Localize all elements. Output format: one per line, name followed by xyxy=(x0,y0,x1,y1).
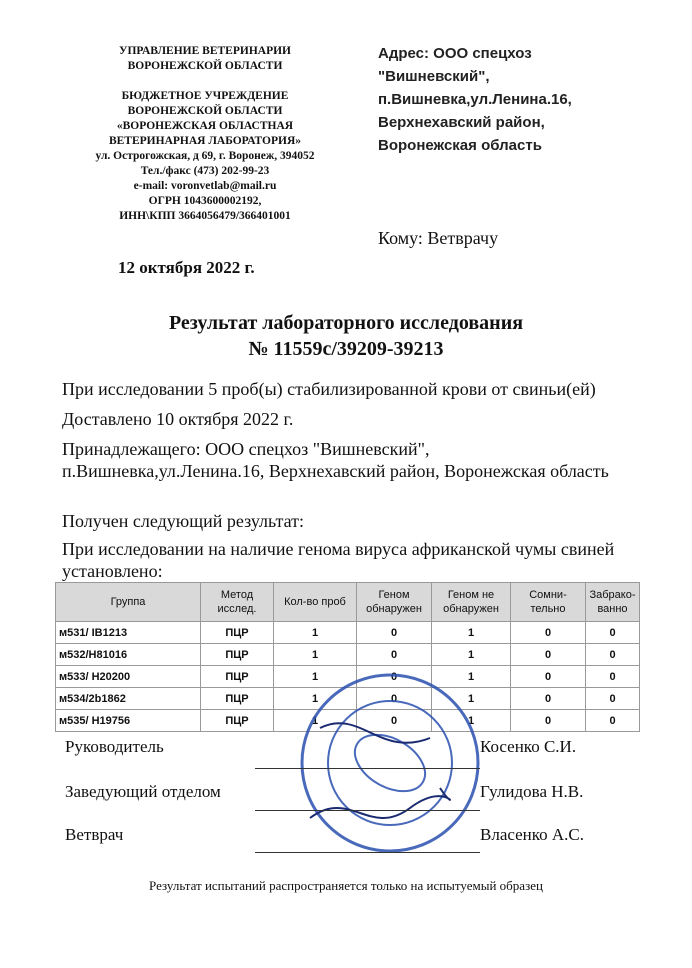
signature-role: Руководитель xyxy=(65,737,164,756)
table-cell: 0 xyxy=(511,710,586,732)
address-line: Адрес: ООО спецхоз xyxy=(378,45,532,62)
col-header: Геном не обнаружен xyxy=(432,583,511,622)
table-cell: 0 xyxy=(511,688,586,710)
table-cell: 0 xyxy=(357,710,432,732)
table-cell: ПЦР xyxy=(201,644,274,666)
address-line: "Вишневский", xyxy=(378,68,490,85)
document-date: 12 октября 2022 г. xyxy=(118,258,255,277)
table-cell: 1 xyxy=(432,710,511,732)
table-cell: 1 xyxy=(432,666,511,688)
table-cell: м532/H81016 xyxy=(56,644,201,666)
header-line: Тел./факс (473) 202-99-23 xyxy=(140,165,270,177)
table-cell: 1 xyxy=(432,644,511,666)
signature-role: Ветврач xyxy=(65,825,124,844)
table-cell: 0 xyxy=(357,688,432,710)
col-header: Сомни-тельно xyxy=(511,583,586,622)
table-cell: 0 xyxy=(511,666,586,688)
header-line: «ВОРОНЕЖСКАЯ ОБЛАСТНАЯ xyxy=(116,120,294,132)
col-header: Метод исслед. xyxy=(201,583,274,622)
table-cell: м531/ IB1213 xyxy=(56,622,201,644)
table-row xyxy=(56,644,640,666)
result-intro: Получен следующий результат: xyxy=(62,511,305,531)
document-title xyxy=(0,310,692,362)
col-header: Геном обнаружен xyxy=(357,583,432,622)
address-line: Воронежская область xyxy=(378,137,542,154)
table-cell: 1 xyxy=(274,710,357,732)
table-cell: 1 xyxy=(432,622,511,644)
col-header: Кол-во проб xyxy=(274,583,357,622)
header-line: БЮДЖЕТНОЕ УЧРЕЖДЕНИЕ xyxy=(121,90,289,102)
table-cell: ПЦР xyxy=(201,622,274,644)
table-cell: 0 xyxy=(357,666,432,688)
table-cell: 0 xyxy=(511,622,586,644)
signature-line xyxy=(255,810,480,811)
table-cell: 0 xyxy=(357,622,432,644)
table-cell: ПЦР xyxy=(201,688,274,710)
delivered-text: Доставлено 10 октября 2022 г. xyxy=(62,409,294,429)
table-cell: 1 xyxy=(274,666,357,688)
table-row xyxy=(56,622,640,644)
signature-line xyxy=(255,852,480,853)
header-line: ВЕТЕРИНАРНАЯ ЛАБОРАТОРИЯ» xyxy=(108,135,302,147)
table-cell: 1 xyxy=(274,688,357,710)
footer-note: Результат испытаний распространяется только на испытуемый образец xyxy=(149,878,543,893)
header-line: ВОРОНЕЖСКОЙ ОБЛАСТИ xyxy=(127,105,283,117)
table-cell: 0 xyxy=(586,622,640,644)
signature-role: Заведующий отделом xyxy=(65,782,221,801)
table-cell: 1 xyxy=(274,622,357,644)
header-line: ОГРН 1043600002192, xyxy=(148,195,262,207)
recipient: Кому: Ветврачу xyxy=(378,228,499,248)
signature-name: Власенко А.С. xyxy=(480,825,585,844)
table-cell: 0 xyxy=(586,666,640,688)
lab-header xyxy=(55,44,355,224)
header-line: e-mail: voronvetlab@mail.ru xyxy=(133,180,277,192)
table-header-row xyxy=(56,583,640,622)
table-cell: 0 xyxy=(511,644,586,666)
col-header: Группа xyxy=(56,583,201,622)
table-cell: ПЦР xyxy=(201,666,274,688)
address-line: Верхнехавский район, xyxy=(378,114,545,131)
signature-line xyxy=(255,768,480,769)
table-cell: 0 xyxy=(586,710,640,732)
title-line: Результат лабораторного исследования xyxy=(168,312,524,334)
document-number: № 11559с/39209-39213 xyxy=(248,338,444,360)
spacer xyxy=(55,74,355,89)
recipient-address xyxy=(378,42,572,157)
table-cell: 0 xyxy=(586,644,640,666)
test-description: При исследовании на наличие генома вируса африканской чумы свиней установлено: xyxy=(62,539,615,581)
table-cell: 1 xyxy=(274,644,357,666)
signature-name: Косенко С.И. xyxy=(480,737,577,756)
table-cell: м533/ H20200 xyxy=(56,666,201,688)
samples-text: При исследовании 5 проб(ы) стабилизированной крови от свиньи(ей) xyxy=(62,379,596,399)
col-header: Забрако-ванно xyxy=(586,583,640,622)
table-cell: м534/2b1862 xyxy=(56,688,201,710)
table-cell: ПЦР xyxy=(201,710,274,732)
header-line: ВОРОНЕЖСКОЙ ОБЛАСТИ xyxy=(127,60,283,72)
signature-scribble xyxy=(310,723,450,818)
header-line: ИНН\КПП 3664056479/366401001 xyxy=(119,210,291,222)
signature-name: Гулидова Н.В. xyxy=(480,782,584,801)
table-cell: 0 xyxy=(586,688,640,710)
header-line: ул. Острогожская, д 69, г. Воронеж, 394052 xyxy=(95,150,315,162)
owner-text: Принадлежащего: ООО спецхоз "Вишневский", п.Вишневка,ул.Ленина.16, Верхнехавский район, Воронежская область xyxy=(62,439,609,481)
table-cell: 0 xyxy=(357,644,432,666)
address-line: п.Вишневка,ул.Ленина.16, xyxy=(378,91,572,108)
table-cell: м535/ H19756 xyxy=(56,710,201,732)
table-cell: 1 xyxy=(432,688,511,710)
header-line: УПРАВЛЕНИЕ ВЕТЕРИНАРИИ xyxy=(119,45,291,57)
